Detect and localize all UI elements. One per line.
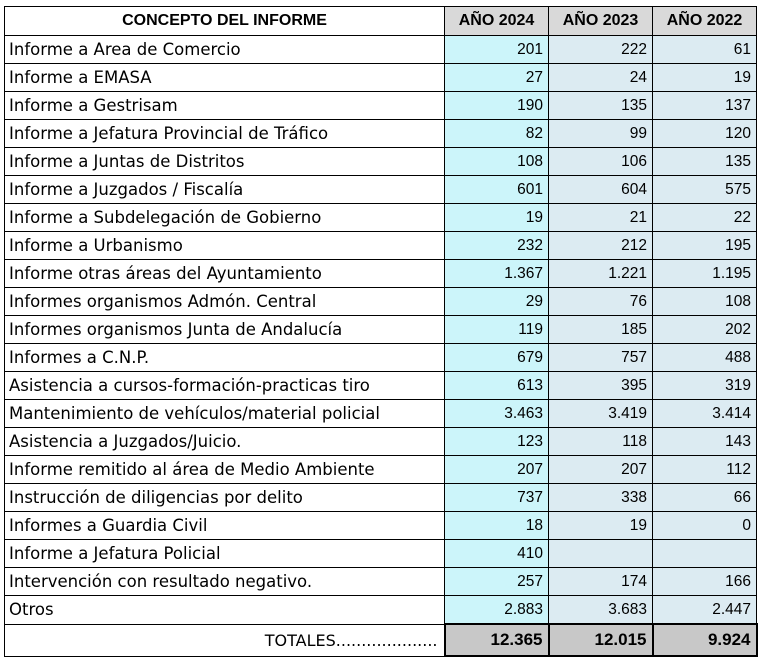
value-2023: 135 [549, 92, 653, 120]
header-row [5, 7, 757, 36]
value-2022: 202 [653, 316, 757, 344]
total-2024: 12.365 [445, 624, 549, 656]
table-row [5, 512, 757, 540]
value-2023: 118 [549, 428, 653, 456]
value-2023: 21 [549, 204, 653, 232]
value-2023: 1.221 [549, 260, 653, 288]
table-row [5, 400, 757, 428]
total-2023: 12.015 [549, 624, 653, 656]
value-2024: 207 [445, 456, 549, 484]
value-2024: 410 [445, 540, 549, 568]
table-row [5, 260, 757, 288]
header-year-2024: AÑO 2024 [445, 7, 549, 36]
table-row [5, 120, 757, 148]
table-row [5, 456, 757, 484]
row-label: Informe a Urbanismo [5, 232, 445, 260]
row-label: Informes organismos Junta de Andalucía [5, 316, 445, 344]
totals-row [5, 624, 757, 656]
table-row [5, 428, 757, 456]
table-row [5, 204, 757, 232]
value-2024: 2.883 [445, 596, 549, 625]
value-2023: 395 [549, 372, 653, 400]
value-2022: 195 [653, 232, 757, 260]
row-label: Informes a Guardia Civil [5, 512, 445, 540]
value-2023: 19 [549, 512, 653, 540]
row-label: Informe a Juzgados / Fiscalía [5, 176, 445, 204]
value-2022: 3.414 [653, 400, 757, 428]
value-2022: 0 [653, 512, 757, 540]
value-2022: 61 [653, 36, 757, 64]
value-2024: 108 [445, 148, 549, 176]
value-2024: 119 [445, 316, 549, 344]
row-label: Informe a Subdelegación de Gobierno [5, 204, 445, 232]
row-label: Informe a Jefatura Policial [5, 540, 445, 568]
row-label: Informe otras áreas del Ayuntamiento [5, 260, 445, 288]
value-2024: 18 [445, 512, 549, 540]
value-2023: 185 [549, 316, 653, 344]
value-2022: 319 [653, 372, 757, 400]
table-row [5, 484, 757, 512]
header-concept: CONCEPTO DEL INFORME [5, 7, 445, 36]
table-row [5, 148, 757, 176]
value-2023: 174 [549, 568, 653, 596]
value-2024: 201 [445, 36, 549, 64]
row-label: Informe a Jefatura Provincial de Tráfico [5, 120, 445, 148]
row-label: Informe a Gestrisam [5, 92, 445, 120]
row-label: Instrucción de diligencias por delito [5, 484, 445, 512]
value-2022: 108 [653, 288, 757, 316]
value-2022: 66 [653, 484, 757, 512]
row-label: Asistencia a Juzgados/Juicio. [5, 428, 445, 456]
row-label: Intervención con resultado negativo. [5, 568, 445, 596]
value-2024: 613 [445, 372, 549, 400]
table-row [5, 568, 757, 596]
table-row [5, 344, 757, 372]
row-label: Informes organismos Admón. Central [5, 288, 445, 316]
row-label: Mantenimiento de vehículos/material policial [5, 400, 445, 428]
row-label: Informe a EMASA [5, 64, 445, 92]
value-2022: 135 [653, 148, 757, 176]
row-label: Otros [5, 596, 445, 625]
value-2024: 232 [445, 232, 549, 260]
row-label: Informes a C.N.P. [5, 344, 445, 372]
value-2022: 143 [653, 428, 757, 456]
value-2023: 757 [549, 344, 653, 372]
value-2022 [653, 540, 757, 568]
table-row [5, 540, 757, 568]
value-2024: 737 [445, 484, 549, 512]
table-row [5, 232, 757, 260]
totals-label: TOTALES.................... [5, 624, 445, 656]
value-2022: 19 [653, 64, 757, 92]
table-row [5, 316, 757, 344]
value-2024: 679 [445, 344, 549, 372]
table-row [5, 596, 757, 625]
value-2023: 207 [549, 456, 653, 484]
value-2024: 29 [445, 288, 549, 316]
value-2022: 112 [653, 456, 757, 484]
value-2023: 3.683 [549, 596, 653, 625]
value-2022: 166 [653, 568, 757, 596]
value-2022: 488 [653, 344, 757, 372]
report-table [4, 6, 758, 657]
value-2022: 1.195 [653, 260, 757, 288]
table-row [5, 92, 757, 120]
value-2022: 22 [653, 204, 757, 232]
table-row [5, 372, 757, 400]
value-2023: 338 [549, 484, 653, 512]
value-2022: 575 [653, 176, 757, 204]
value-2024: 601 [445, 176, 549, 204]
row-label: Informe a Juntas de Distritos [5, 148, 445, 176]
row-label: Informe a Area de Comercio [5, 36, 445, 64]
table-row [5, 288, 757, 316]
table-row [5, 36, 757, 64]
value-2023: 76 [549, 288, 653, 316]
value-2022: 120 [653, 120, 757, 148]
value-2024: 190 [445, 92, 549, 120]
value-2024: 19 [445, 204, 549, 232]
row-label: Informe remitido al área de Medio Ambiente [5, 456, 445, 484]
value-2024: 3.463 [445, 400, 549, 428]
value-2024: 123 [445, 428, 549, 456]
value-2023: 99 [549, 120, 653, 148]
total-2022: 9.924 [653, 624, 757, 656]
table-row [5, 176, 757, 204]
value-2024: 82 [445, 120, 549, 148]
value-2023: 212 [549, 232, 653, 260]
header-year-2022: AÑO 2022 [653, 7, 757, 36]
header-year-2023: AÑO 2023 [549, 7, 653, 36]
value-2023: 604 [549, 176, 653, 204]
value-2023: 24 [549, 64, 653, 92]
value-2024: 1.367 [445, 260, 549, 288]
value-2023: 106 [549, 148, 653, 176]
value-2023 [549, 540, 653, 568]
value-2024: 27 [445, 64, 549, 92]
row-label: Asistencia a cursos-formación-practicas tiro [5, 372, 445, 400]
value-2022: 2.447 [653, 596, 757, 625]
value-2023: 3.419 [549, 400, 653, 428]
table-row [5, 64, 757, 92]
value-2024: 257 [445, 568, 549, 596]
value-2022: 137 [653, 92, 757, 120]
value-2023: 222 [549, 36, 653, 64]
